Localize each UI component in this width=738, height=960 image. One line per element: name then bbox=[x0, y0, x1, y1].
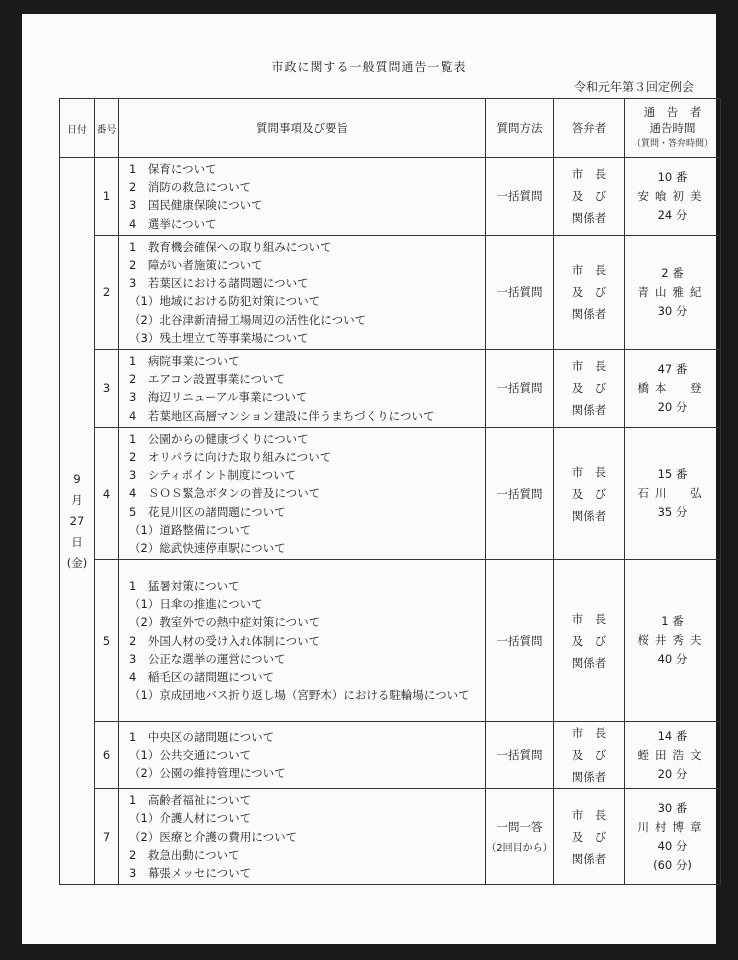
question-method bbox=[486, 560, 554, 722]
asker-name: 安喰初美 bbox=[637, 188, 708, 203]
method-sub-label: （2回目から） bbox=[486, 843, 553, 855]
responder-line: 及 び bbox=[571, 189, 607, 204]
date-line: (金) bbox=[66, 555, 88, 570]
asker-number: 47 番 bbox=[657, 361, 688, 376]
question-items bbox=[119, 427, 486, 559]
question-item: （1）道路整備について bbox=[129, 522, 252, 537]
question-item: 3 若葉区における諸問題について bbox=[129, 276, 309, 291]
question-item: 3 シティポイント制度について bbox=[129, 468, 297, 483]
header-method: 質問方法 bbox=[486, 99, 554, 158]
table-row bbox=[60, 158, 721, 236]
responder-line: 市 長 bbox=[571, 807, 607, 822]
question-item: 3 公正な選挙の運営について bbox=[129, 651, 286, 666]
question-items bbox=[119, 158, 486, 236]
question-item: 2 オリパラに向けた取り組みについて bbox=[129, 450, 332, 465]
responder-line: 及 び bbox=[571, 829, 607, 844]
date-line: 日 bbox=[71, 534, 83, 549]
responder-cell bbox=[554, 560, 625, 722]
responder-line: 関係者 bbox=[571, 508, 607, 523]
document-title: 市政に関する一般質問通告一覧表 bbox=[271, 60, 467, 74]
responder-line: 市 長 bbox=[571, 167, 607, 182]
question-item: （1）公共交通について bbox=[129, 748, 252, 763]
responder-cell bbox=[554, 789, 625, 885]
question-item: 3 幕張メッセについて bbox=[129, 866, 252, 881]
row-number: 2 bbox=[95, 235, 119, 349]
header-asker-line1: 通 告 者 bbox=[643, 105, 702, 119]
header-date: 日付 bbox=[60, 99, 95, 158]
header-responder: 答弁者 bbox=[554, 99, 625, 158]
question-item: 1 公園からの健康づくりについて bbox=[129, 431, 309, 446]
question-item: （2）公園の維持管理について bbox=[129, 766, 286, 781]
responder-line: 市 長 bbox=[571, 359, 607, 374]
asker-name: 橋本 登 bbox=[637, 380, 708, 395]
responder-cell bbox=[554, 235, 625, 349]
allotted-time: 40 分 bbox=[657, 652, 688, 667]
row-number: 1 bbox=[95, 158, 119, 236]
question-item: （1）京成団地バス折り返し場（宮野木）における駐輪場について bbox=[129, 688, 470, 703]
responder-line: 及 び bbox=[571, 381, 607, 396]
question-items bbox=[119, 560, 486, 722]
responder-line: 市 長 bbox=[571, 464, 607, 479]
question-method bbox=[486, 789, 554, 885]
question-method bbox=[486, 158, 554, 236]
header-asker bbox=[625, 99, 721, 158]
table-row bbox=[60, 789, 721, 885]
date-line: 27 bbox=[69, 513, 85, 528]
document-page bbox=[22, 14, 716, 944]
responder-line: 及 び bbox=[571, 486, 607, 501]
responder-line: 関係者 bbox=[571, 307, 607, 322]
asker-name: 川村博章 bbox=[637, 819, 708, 834]
asker-name: 蛭田浩文 bbox=[637, 747, 708, 762]
header-items: 質問事項及び要旨 bbox=[119, 99, 486, 158]
question-item: （1）地域における防犯対策について bbox=[129, 294, 321, 309]
asker-name: 石川 弘 bbox=[637, 486, 708, 501]
allotted-time: 20 分 bbox=[657, 399, 688, 414]
table-row bbox=[60, 427, 721, 559]
table-row bbox=[60, 235, 721, 349]
method-label: 一問一答 bbox=[496, 820, 543, 835]
question-items bbox=[119, 350, 486, 428]
question-items bbox=[119, 722, 486, 789]
question-item: 2 エアコン設置事業について bbox=[129, 372, 286, 387]
header-row bbox=[60, 99, 721, 158]
question-item: 4 選挙について bbox=[129, 216, 217, 231]
asker-number: 30 番 bbox=[657, 800, 688, 815]
table-row bbox=[60, 722, 721, 789]
asker-cell bbox=[625, 350, 721, 428]
method-label: 一括質問 bbox=[496, 486, 543, 501]
asker-cell bbox=[625, 560, 721, 722]
question-item: （2）総武快速停車駅について bbox=[129, 541, 286, 556]
question-item: 5 花見川区の諸問題について bbox=[129, 504, 286, 519]
asker-number: 15 番 bbox=[657, 467, 688, 482]
asker-number: 1 番 bbox=[661, 614, 684, 629]
question-item: 1 病院事業について bbox=[129, 354, 240, 369]
asker-cell bbox=[625, 789, 721, 885]
question-item: （2）教室外での熱中症対策について bbox=[129, 615, 321, 630]
row-number: 4 bbox=[95, 427, 119, 559]
row-number: 7 bbox=[95, 789, 119, 885]
question-item: 2 障がい者施策について bbox=[129, 258, 263, 273]
allotted-time: 20 分 bbox=[657, 766, 688, 781]
allotted-time-extra: (60 分) bbox=[653, 857, 692, 872]
asker-number: 14 番 bbox=[657, 728, 688, 743]
responder-line: 市 長 bbox=[571, 726, 607, 741]
question-item: 3 国民健康保険について bbox=[129, 198, 263, 213]
date-line: 9 bbox=[73, 471, 81, 486]
method-label: 一括質問 bbox=[496, 381, 543, 396]
question-item: 4 ＳＯＳ緊急ボタンの普及について bbox=[129, 486, 321, 501]
question-item: 1 中央区の諸問題について bbox=[129, 729, 275, 744]
allotted-time: 40 分 bbox=[657, 838, 688, 853]
method-label: 一括質問 bbox=[496, 748, 543, 763]
question-item: 1 保育について bbox=[129, 162, 217, 176]
question-item: 1 教育機会確保への取り組みについて bbox=[129, 239, 332, 254]
question-method bbox=[486, 235, 554, 349]
responder-line: 関係者 bbox=[571, 403, 607, 418]
table-row bbox=[60, 350, 721, 428]
row-number: 6 bbox=[95, 722, 119, 789]
asker-cell bbox=[625, 427, 721, 559]
responder-line: 関係者 bbox=[571, 655, 607, 670]
asker-number: 10 番 bbox=[657, 169, 688, 184]
question-item: 2 消防の救急について bbox=[129, 180, 252, 195]
header-number: 番号 bbox=[95, 99, 119, 158]
table-row bbox=[60, 560, 721, 722]
header-asker-line2: 通告時間 bbox=[649, 121, 696, 135]
question-method bbox=[486, 350, 554, 428]
method-label: 一括質問 bbox=[496, 285, 543, 300]
responder-cell bbox=[554, 722, 625, 789]
allotted-time: 24 分 bbox=[657, 207, 688, 222]
asker-number: 2 番 bbox=[661, 265, 684, 280]
responder-line: 関係者 bbox=[571, 851, 607, 866]
allotted-time: 35 分 bbox=[657, 505, 688, 520]
question-item: 4 若葉地区高層マンション建設に伴うまちづくりについて bbox=[129, 408, 435, 423]
row-number: 3 bbox=[95, 350, 119, 428]
question-item: （2）医療と介護の費用について bbox=[129, 829, 298, 844]
question-item: 4 稲毛区の諸問題について bbox=[129, 670, 275, 685]
date-cell bbox=[60, 158, 95, 885]
header-asker-line3: （質問・答弁時間） bbox=[631, 139, 713, 149]
method-label: 一括質問 bbox=[496, 633, 543, 648]
question-method bbox=[486, 427, 554, 559]
question-item: （2）北谷津新清掃工場周辺の活性化について bbox=[129, 312, 367, 327]
responder-line: 及 び bbox=[571, 633, 607, 648]
question-item: 2 外国人材の受け入れ体制について bbox=[129, 633, 321, 648]
responder-line: 関係者 bbox=[571, 211, 607, 226]
question-item: 1 高齢者福祉について bbox=[129, 793, 252, 808]
method-label: 一括質問 bbox=[496, 189, 543, 204]
responder-cell bbox=[554, 158, 625, 236]
asker-cell bbox=[625, 158, 721, 236]
asker-name: 青山雅紀 bbox=[637, 284, 708, 299]
question-item: 2 救急出動について bbox=[129, 847, 240, 862]
asker-name: 桜井秀夫 bbox=[637, 633, 708, 648]
date-line: 月 bbox=[71, 492, 83, 507]
question-items bbox=[119, 235, 486, 349]
responder-line: 市 長 bbox=[571, 263, 607, 278]
question-table bbox=[59, 98, 721, 885]
asker-cell bbox=[625, 235, 721, 349]
session-label: 令和元年第３回定例会 bbox=[573, 80, 694, 94]
allotted-time: 30 分 bbox=[657, 303, 688, 318]
question-items bbox=[119, 789, 486, 885]
asker-cell bbox=[625, 722, 721, 789]
responder-line: 関係者 bbox=[571, 770, 607, 785]
question-item: （3）残土埋立て等事業場について bbox=[129, 330, 309, 345]
question-item: 3 海辺リニューアル事業について bbox=[129, 390, 308, 405]
responder-cell bbox=[554, 350, 625, 428]
responder-cell bbox=[554, 427, 625, 559]
question-item: （1）介護人材について bbox=[129, 811, 252, 826]
responder-line: 及 び bbox=[571, 285, 607, 300]
question-item: （1）日傘の推進について bbox=[129, 597, 263, 612]
responder-line: 及 び bbox=[571, 748, 607, 763]
question-method bbox=[486, 722, 554, 789]
question-item: 1 猛暑対策について bbox=[129, 579, 240, 594]
responder-line: 市 長 bbox=[571, 611, 607, 626]
row-number: 5 bbox=[95, 560, 119, 722]
